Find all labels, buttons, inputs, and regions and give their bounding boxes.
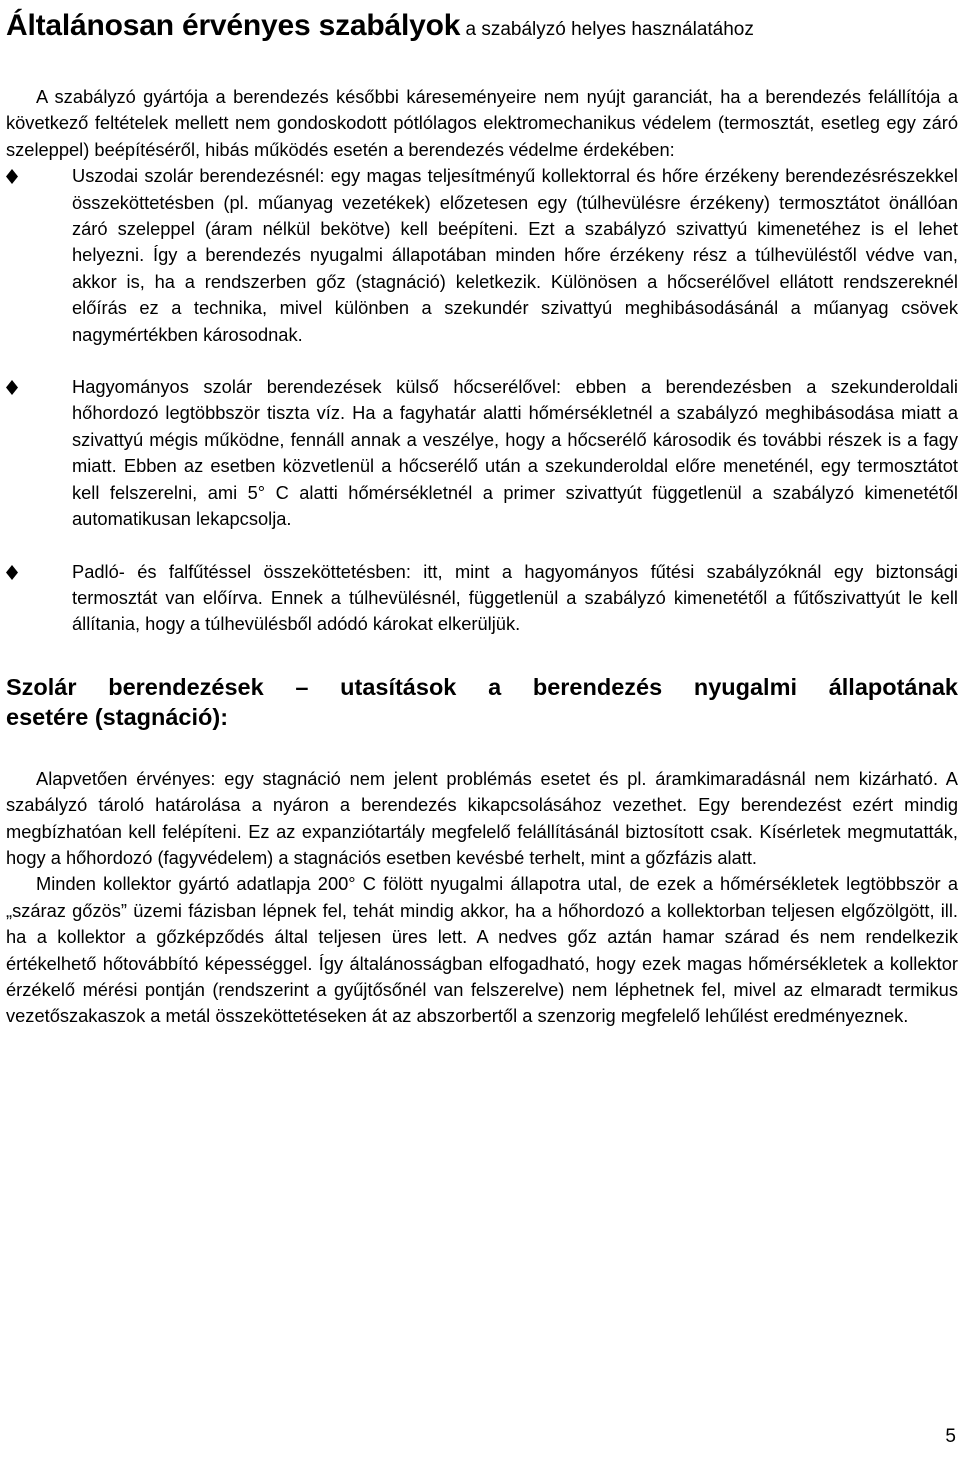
section-paragraph-2: Minden kollektor gyártó adatlapja 200° C fölött nyugalmi állapotra utal, de ezek a hőmérsékletek legtöbbször a „száraz gőzös” üzemi fázisban lépnek fel, tehát mindig akkor, ha a hőhordozó a kollektorban teljesen elgőzölgött, ill. ha a kollektor a gőzképződés által teljesen üres lett. A nedves gőz aztán hamar szárad és nem rendelkezik értékelhető hőtovábbító képességgel. Így általánosságban elfogadható, hogy ezek magas hőmérsékletek a kollektor érzékelő mérési pontján (rendszerint a gyűjtősőnél van felszerelve) nem léphetnek fel, mivel az elmaradt termikus vezetőszakaszok a metál összeköttetéseken át az abszorbertől a szenzorig megfelelő lehűlést eredményeznek. [6, 873, 958, 1027]
section-heading-line2: esetére (stagnáció): [6, 703, 229, 730]
title-subtitle: a szabályzó helyes használatához [460, 19, 754, 40]
diamond-bullet-icon [6, 565, 18, 580]
title-main: Általánosan érvényes szabályok [6, 9, 461, 42]
bullet-text-heat-exchanger: Hagyományos szolár berendezések külső hőcserélővel: ebben a berendezésben a szekunderoldali hőhordozó legtöbbször tiszta víz. Ha a fagyhatár alatti hőmérsékletnél a szabályzó meghibásodása miatt a szivattyú mégis működne, fennáll annak a veszélye, hogy a hőcserélő károsodik és további részek is a fagy miatt. Ebben az esetben közvetlenül a hőcserélő után a szekunderoldal előre meneténél, egy termosztátot kell felszerelni, ami 5° C alatti hőmérsékletnél a primer szivattyút függetlenül a szabályzó kimenetétől automatikusan lekapcsolja. [72, 376, 958, 530]
section-heading-line1: Szolár berendezések – utasítások a berendezés nyugalmi állapotának [6, 673, 958, 700]
page-title [6, 0, 958, 48]
bullet-item-floor-heating [6, 559, 958, 638]
bullet-text-pool: Uszodai szolár berendezésnél: egy magas teljesítményű kollektorral és hőre érzékeny berendezésrészekkel összeköttetésben (pl. műanyag vezetékek) előzetesen egy (túlhevülésre érzékeny) termosztátot önállóan záró szeleppel (áram nélkül bekötve) kell beépíteni. Ezt a szabályzó szivattyú kimenetéhez is el lehet helyezni. Így a berendezés nyugalmi állapotában minden hőre érzékeny rész a túlhevüléstől védve van, akkor is, ha a rendszerben gőz (stagnáció) keletkezik. Különösen a hőcserélővel ellátott rendszereknél előírás ez a technika, mivel különben a szekundér szivattyú meghibásodásánál a műanyag csövek nagymértékben károsodnak. [72, 165, 958, 345]
bullet-item-pool [6, 163, 958, 348]
bullet-text-floor-heating: Padló- és falfűtéssel összeköttetésben: itt, mint a hagyományos fűtési szabályzóknál egy biztonsági termosztát van előírva. Ennek a túlhevülésnél, függetlenül a szabályzó kimenetétől a fűtőszivattyút le kell állítania, hogy a túlhevülésből adódó károkat elkerüljük. [72, 560, 958, 635]
document-page [6, 0, 958, 1030]
section-paragraph-1: Alapvetően érvényes: egy stagnáció nem jelent problémás esetet és pl. áramkimaradásnál nem kizárható. A szabályzó tároló határolása a nyáron a berendezés kikapcsolásához vezethet. Egy berendezést ezért mindig megbízhatóan kell felépíteni. Ez az expanziótartály megfelelő felállításánál biztosított csak. Kísérletek megmutatták, hogy a hőhordozó (fagyvédelem) a stagnációs esetben kevésbé terhelt, mint a gőzfázis alatt. [6, 767, 958, 868]
diamond-bullet-icon [6, 380, 18, 395]
intro-paragraph: A szabályzó gyártója a berendezés későbbi káreseményeire nem nyújt garanciát, ha a berendezés felállítója a következő feltételek mellett nem gondoskodott pótlólagos elektromechanikus védelem (termosztát, esetleg egy záró szeleppel) beépítéséről, hibás működés esetén a berendezés védelme érdekében: [6, 86, 958, 160]
diamond-bullet-icon [6, 169, 18, 184]
bullet-item-heat-exchanger [6, 374, 958, 532]
page-number: 5 [945, 1426, 956, 1447]
